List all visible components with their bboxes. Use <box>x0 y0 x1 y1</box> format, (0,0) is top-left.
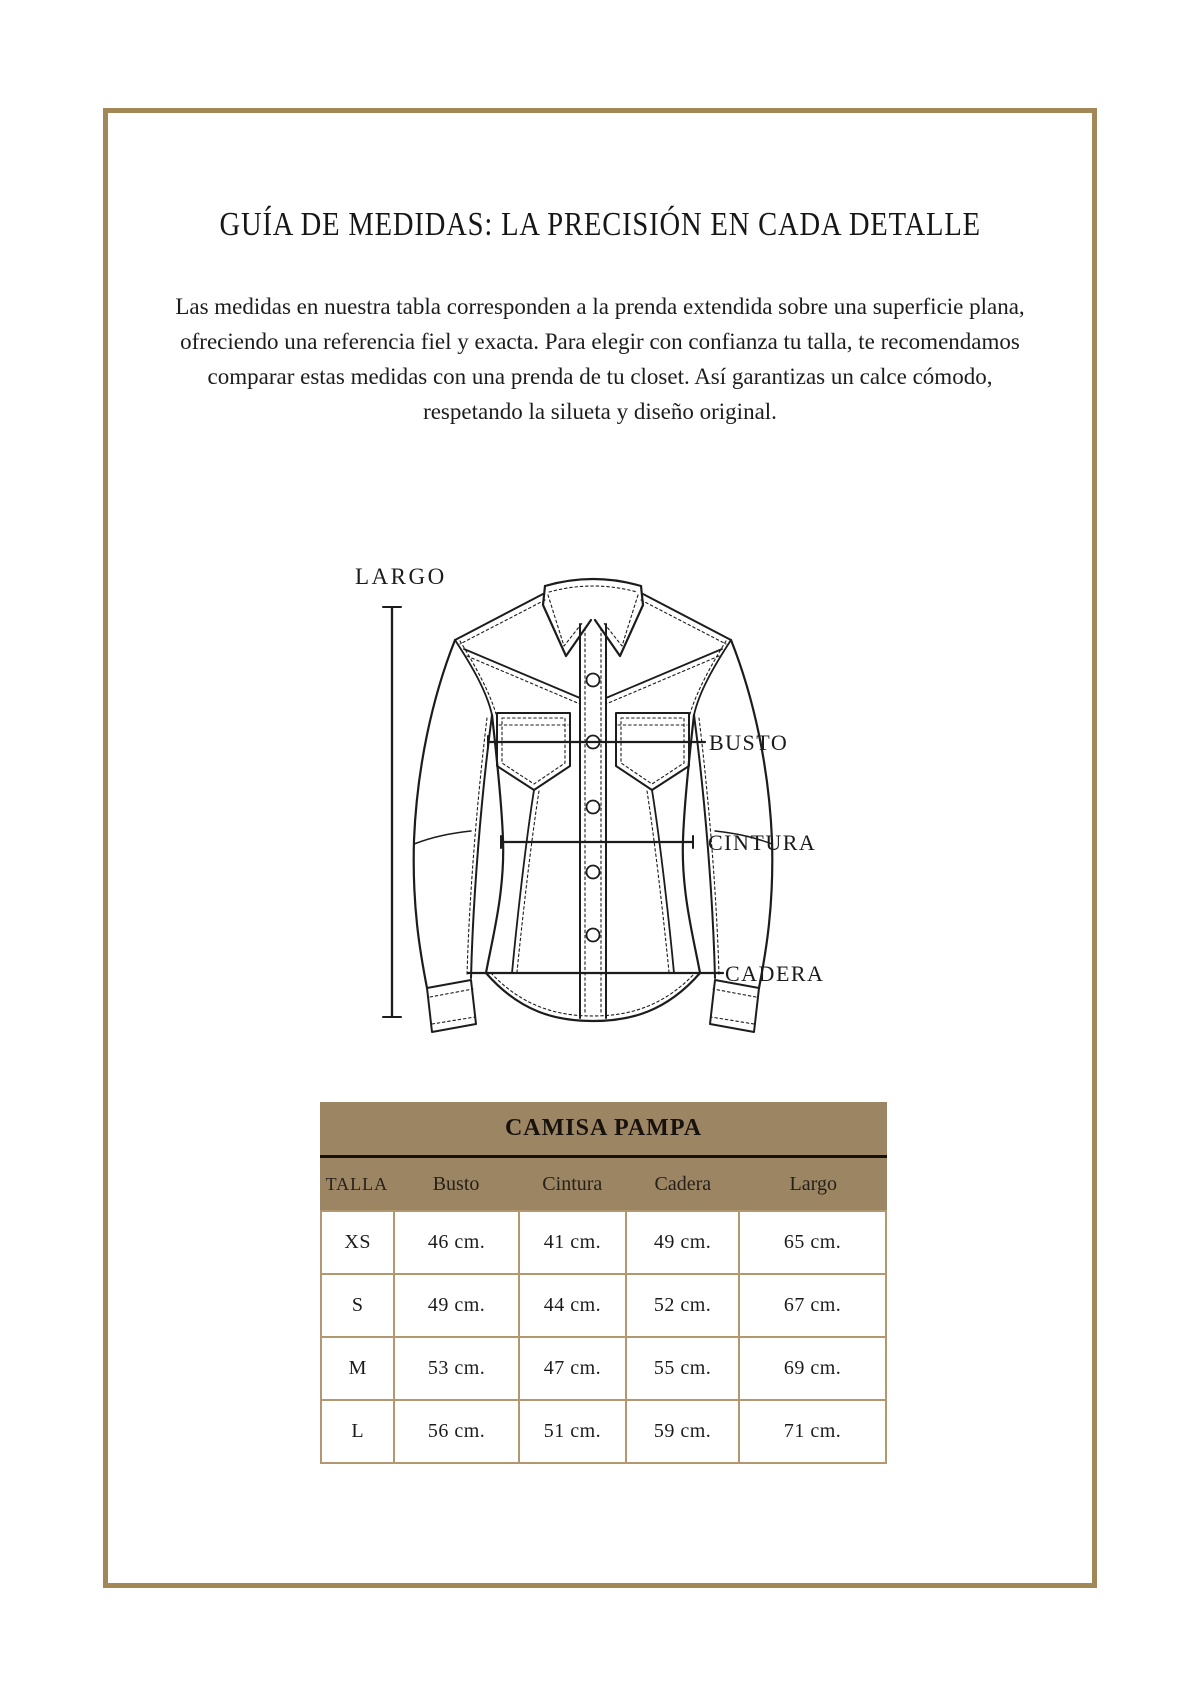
size-cell: S <box>321 1274 394 1337</box>
column-header-busto: Busto <box>432 1172 480 1195</box>
size-table <box>320 1102 887 1464</box>
size-table-title <box>320 1102 887 1158</box>
waist-measure-line <box>501 836 693 848</box>
column-header-cadera: Cadera <box>654 1172 712 1195</box>
page-title <box>0 206 1200 244</box>
hip-cell: 52 cm. <box>626 1274 739 1337</box>
table-row-xs <box>321 1211 886 1274</box>
bust-cell: 53 cm. <box>394 1337 518 1400</box>
bust-cell: 49 cm. <box>394 1274 518 1337</box>
hip-cell: 59 cm. <box>626 1400 739 1463</box>
bust-cell: 46 cm. <box>394 1211 518 1274</box>
length-cell: 71 cm. <box>739 1400 886 1463</box>
length-cell: 67 cm. <box>739 1274 886 1337</box>
cintura-label: CINTURA <box>708 830 817 855</box>
waist-cell: 41 cm. <box>519 1211 626 1274</box>
intro-paragraph: Las medidas en nuestra tabla corresponden a la prenda extendida sobre una superficie plana, ofreciendo una referencia fiel y exacta. Para elegir con confianza tu talla, te recomendamos comparar estas medidas con una prenda de tu closet. Así garantizas un calce cómodo, respetando la silueta y diseño original. <box>175 294 1025 424</box>
busto-label: BUSTO <box>709 730 789 755</box>
waist-cell: 47 cm. <box>519 1337 626 1400</box>
table-row-l <box>321 1400 886 1463</box>
size-cell: L <box>321 1400 394 1463</box>
size-cell: M <box>321 1337 394 1400</box>
right-chest-pocket <box>616 713 689 790</box>
largo-label: LARGO <box>355 564 447 589</box>
hip-cell: 49 cm. <box>626 1211 739 1274</box>
column-header-talla: TALLA <box>325 1173 389 1194</box>
buttons <box>587 674 600 942</box>
size-table-title-text: CAMISA PAMPA <box>504 1115 703 1141</box>
size-cell: XS <box>321 1211 394 1274</box>
shirt-line-art <box>340 510 840 1050</box>
length-measure-line <box>383 607 401 1017</box>
column-header-cintura: Cintura <box>542 1172 603 1195</box>
cadera-label: CADERA <box>725 961 825 986</box>
length-cell: 65 cm. <box>739 1211 886 1274</box>
waist-cell: 44 cm. <box>519 1274 626 1337</box>
collar <box>543 579 643 656</box>
page-title-text: GUÍA DE MEDIDAS: LA PRECISIÓN EN CADA DETALLE <box>219 206 981 243</box>
bust-cell: 56 cm. <box>394 1400 518 1463</box>
table-row-m <box>321 1337 886 1400</box>
length-cell: 69 cm. <box>739 1337 886 1400</box>
table-row-s <box>321 1274 886 1337</box>
size-table-header-row <box>320 1158 887 1210</box>
hip-cell: 55 cm. <box>626 1337 739 1400</box>
column-header-largo: Largo <box>789 1172 837 1195</box>
size-table-grid <box>320 1210 887 1464</box>
shirt-measurement-diagram <box>340 510 840 1050</box>
left-chest-pocket <box>497 713 570 790</box>
waist-cell: 51 cm. <box>519 1400 626 1463</box>
